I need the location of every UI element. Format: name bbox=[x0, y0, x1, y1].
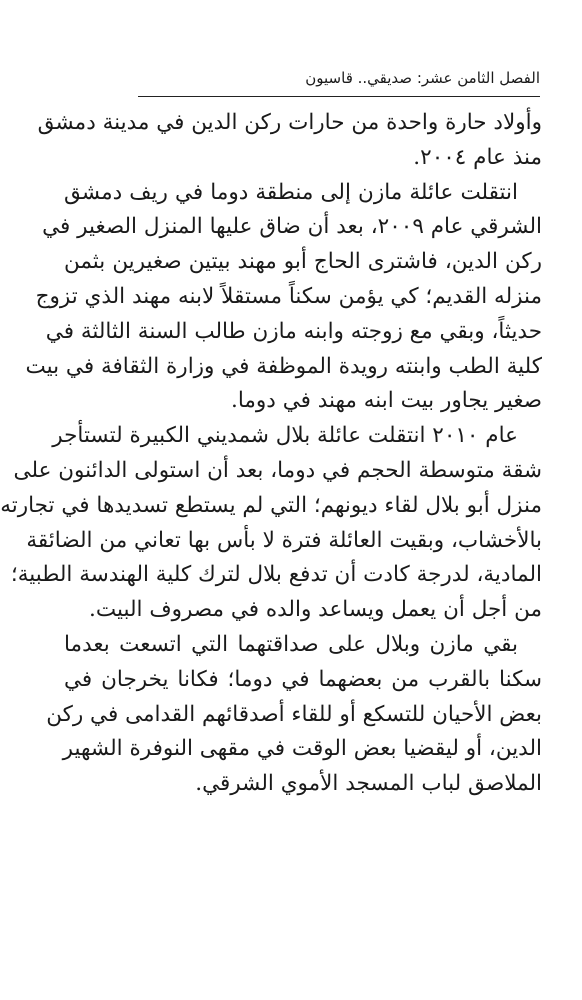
text-line: وأولاد حارة واحدة من حارات ركن الدين في مدينة دمشق bbox=[37, 110, 542, 135]
text-line: الشرقي عام ٢٠٠٩، بعد أن ضاق عليها المنزل الصغير في bbox=[42, 214, 542, 240]
text-line: شقة متوسطة الحجم في دوما، بعد أن استولى الدائنون على bbox=[13, 457, 542, 483]
running-header: الفصل الثامن عشر: صديقي.. قاسيون bbox=[138, 64, 540, 97]
text-line: عام ٢٠١٠ انتقلت عائلة بلال شمديني الكبيرة لتستأجر bbox=[52, 423, 518, 449]
text-line: حديثاً، وبقي مع زوجته وابنه مازن طالب السنة الثالثة في bbox=[45, 318, 542, 344]
text-line: كلية الطب وابنته رويدة الموظفة في وزارة الثقافة في بيت bbox=[25, 353, 542, 379]
body-text bbox=[0, 106, 542, 802]
text-line: الدين، أو ليقضيا بعض الوقت في مقهى النوفرة الشهير bbox=[62, 736, 542, 762]
paragraph bbox=[25, 176, 542, 420]
text-line: صغير يجاور بيت ابنه مهند في دوما. bbox=[231, 388, 542, 414]
text-line: بالأخشاب، وبقيت العائلة فترة لا بأس بها تعاني من الضائقة bbox=[26, 527, 542, 553]
text-line: سكنا بالقرب من بعضهما في دوما؛ فكانا يخرجان في bbox=[64, 666, 542, 692]
text-line: المادية، لدرجة كادت أن تدفع بلال لترك كلية الهندسة الطبية؛ bbox=[10, 562, 542, 588]
text-line: من أجل أن يعمل ويساعد والده في مصروف البيت. bbox=[89, 597, 542, 623]
text-line: انتقلت عائلة مازن إلى منطقة دوما في ريف دمشق bbox=[64, 179, 518, 205]
text-line: بعض الأحيان للتسكع أو للقاء أصدقائهم القدامى في ركن bbox=[46, 701, 542, 727]
text-line: بقي مازن وبلال على صداقتهما التي اتسعت بعدما bbox=[64, 631, 518, 657]
paragraph bbox=[46, 628, 542, 802]
text-line: الملاصق لباب المسجد الأموي الشرقي. bbox=[195, 771, 542, 797]
paragraph bbox=[0, 419, 542, 628]
paragraph bbox=[37, 106, 542, 176]
text-line: منزله القديم؛ كي يؤمن سكناً مستقلاً لابنه مهند الذي تزوج bbox=[35, 283, 542, 309]
text-line: منزل أبو بلال لقاء ديونهم؛ التي لم يستطع تسديدها في تجارته bbox=[0, 492, 542, 518]
text-line: منذ عام ٢٠٠٤. bbox=[413, 144, 542, 170]
text-line: ركن الدين، فاشترى الحاج أبو مهند بيتين صغيرين بثمن bbox=[64, 249, 542, 275]
